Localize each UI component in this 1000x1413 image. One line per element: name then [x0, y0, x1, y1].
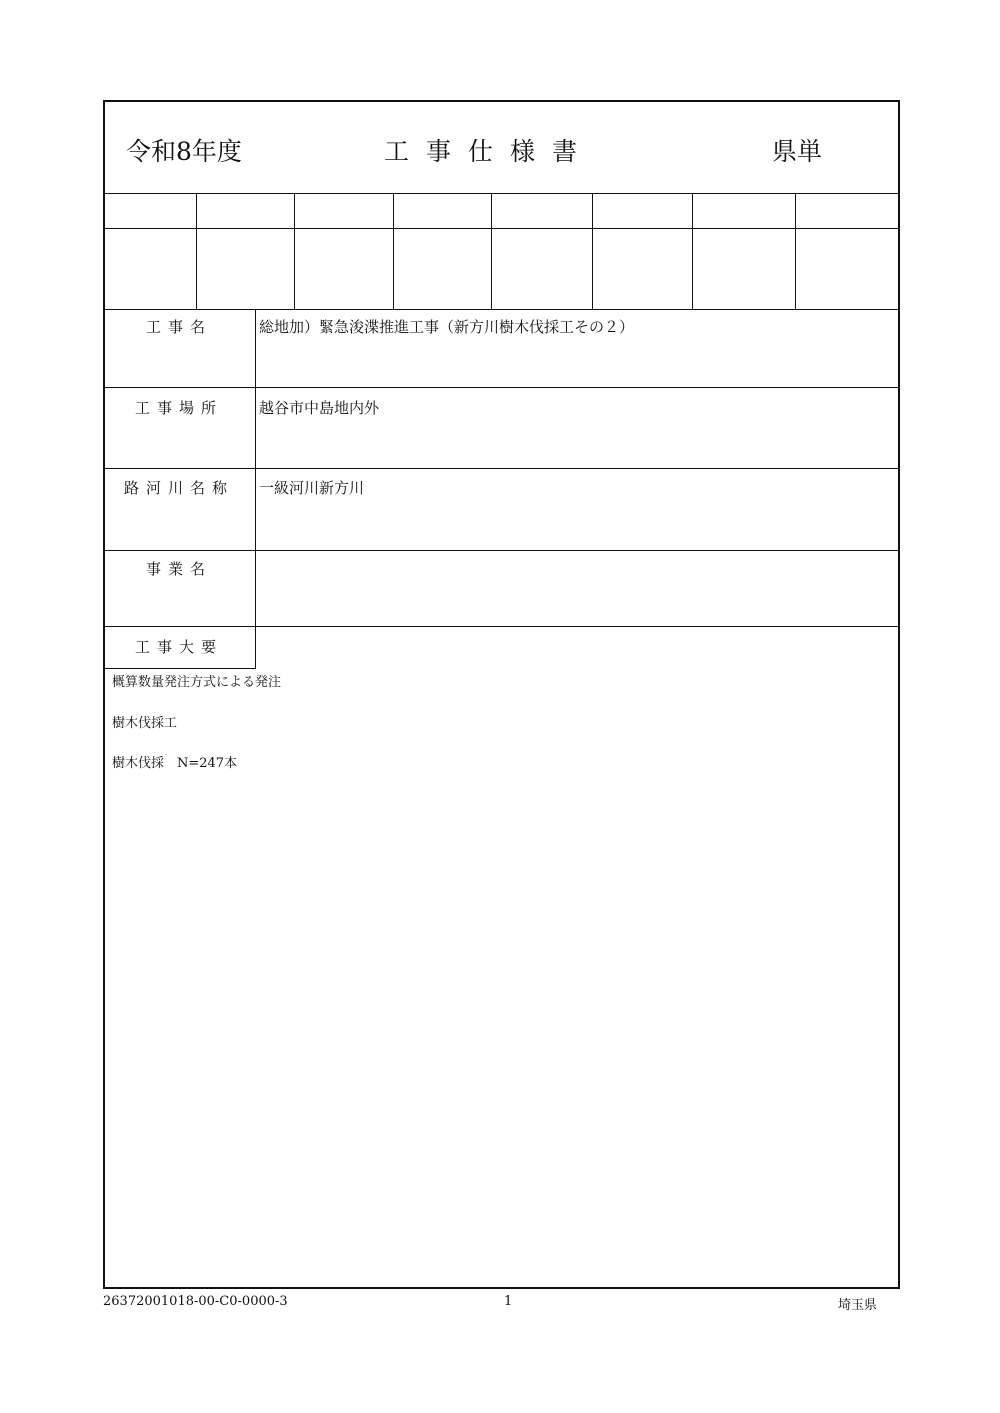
- value-construction-name: 総地加）緊急浚渫推進工事（新方川樹木伐採工その２）: [259, 318, 635, 336]
- grid-line: [103, 193, 900, 194]
- grid-line: [196, 193, 197, 309]
- row-divider: [103, 468, 900, 469]
- grid-line: [103, 309, 900, 310]
- document-code: 26372001018-00-C0-0000-3: [103, 1294, 288, 1309]
- spec-sheet-frame: [103, 100, 900, 1289]
- summary-line: 樹木伐採 N=247本: [112, 756, 238, 771]
- row-divider: [103, 626, 900, 627]
- label-construction-site: 工事場所: [134, 399, 223, 417]
- label-project-name: 事業名: [145, 560, 212, 578]
- fiscal-year: 令和8年度: [126, 137, 242, 166]
- grid-line: [795, 193, 796, 309]
- label-construction-name: 工事名: [145, 318, 212, 336]
- budget-type: 県単: [772, 137, 823, 166]
- grid-line: [393, 193, 394, 309]
- value-construction-site: 越谷市中島地内外: [259, 399, 380, 417]
- issuer-name: 埼玉県: [838, 1298, 878, 1313]
- summary-line: 樹木伐採工: [112, 716, 178, 731]
- document-title: 工事仕様書: [384, 137, 595, 166]
- grid-line: [491, 193, 492, 309]
- row-divider: [103, 387, 900, 388]
- row-divider: [103, 550, 900, 551]
- grid-line: [692, 193, 693, 309]
- label-construction-summary: 工事大要: [134, 638, 223, 656]
- summary-label-box-bottom: [103, 668, 256, 669]
- value-river-name: 一級河川新方川: [259, 479, 365, 497]
- grid-line: [592, 193, 593, 309]
- label-column-divider: [255, 309, 256, 668]
- page-number: 1: [504, 1294, 513, 1309]
- summary-line: 概算数量発注方式による発注: [112, 675, 282, 690]
- label-river-name: 路河川名称: [123, 479, 234, 497]
- grid-line: [103, 228, 900, 229]
- grid-line: [294, 193, 295, 309]
